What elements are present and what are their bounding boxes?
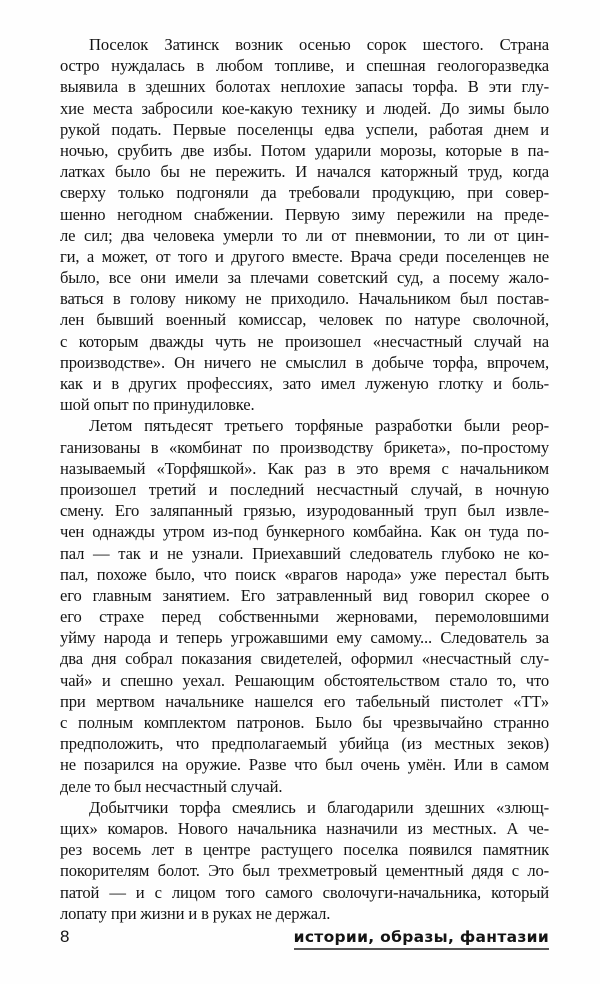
paragraph-1 bbox=[60, 34, 549, 415]
text-line: его страхе перед собственными жерновами, перемоловшими bbox=[60, 607, 549, 627]
text-line: ганизованы в «комбинат по производству брикета», по-простому bbox=[60, 437, 549, 457]
text-line: было, все они имели за плечами советский суд, а посему жало- bbox=[60, 268, 549, 288]
text-line: хие места забросили кое-какую технику и людей. До зимы было bbox=[60, 98, 549, 118]
text-line: рез восемь лет в центре растущего поселка появился памятник bbox=[60, 840, 549, 860]
text-line: деле то был несчастный случай. bbox=[60, 776, 283, 796]
text-line: чен однажды утром из-под бункерного комбайна. Как он туда по- bbox=[60, 522, 549, 542]
page-footer bbox=[60, 926, 549, 952]
paragraph-3 bbox=[60, 797, 549, 924]
text-line: пал — так и не узнали. Приехавший следователь глубоко не ко- bbox=[60, 543, 549, 563]
text-line: остро нуждалась в любом топливе, и спешная геологоразведка bbox=[60, 56, 549, 76]
text-line: два дня собрал показания свидетелей, оформил «несчастный слу- bbox=[60, 649, 549, 669]
text-line: ночью, срубить две избы. Потом ударили морозы, которые в па- bbox=[60, 140, 549, 160]
text-line: называемый «Торфяшкой». Как раз в это время с начальником bbox=[60, 458, 549, 478]
text-line: с полным комплектом патронов. Было бы чрезвычайно странно bbox=[60, 713, 549, 732]
text-line: его главным занятием. Его затравленный вид говорил скорее о bbox=[60, 585, 549, 605]
text-line: как и в других профессиях, зато имел луженую глотку и боль- bbox=[60, 374, 549, 393]
text-column bbox=[60, 34, 549, 924]
text-line: производстве». Он ничего не смыслил в добыче торфа, впрочем, bbox=[60, 352, 549, 372]
text-line: лен бывший военный комиссар, человек по натуре сволочной, bbox=[60, 310, 549, 330]
text-line: лопату при жизни и в руках не держал. bbox=[60, 903, 331, 923]
text-line: с которым дважды чуть не произошел «несчастный случай на bbox=[60, 331, 549, 351]
text-line: щих» комаров. Нового начальника назначили из местных. А че- bbox=[60, 818, 549, 838]
text-line: ваться в голову никому не приходило. Начальником был постав- bbox=[60, 289, 549, 309]
text-line: выявила в здешних болотах неплохие запасы торфа. В эти глу- bbox=[60, 77, 549, 97]
text-line: Поселок Затинск возник осенью сорок шестого. Страна bbox=[89, 35, 549, 54]
running-title: истории, образы, фантазии bbox=[294, 926, 549, 950]
text-line: не позарился на оружие. Разве что был очень умён. Или в самом bbox=[60, 755, 549, 775]
text-line: предположить, что предполагаемый убийца (из местных зеков) bbox=[60, 734, 549, 754]
text-line: при мертвом начальнике нашелся его табельный пистолет «ТТ» bbox=[60, 691, 549, 711]
text-line: чай» и спешно уехал. Решающим обстоятельством стало то, что bbox=[60, 670, 549, 690]
text-line: Летом пятьдесят третьего торфяные разработки были реор- bbox=[89, 416, 549, 436]
text-line: пал, похоже было, что поиск «врагов народа» уже перестал быть bbox=[60, 564, 549, 584]
text-line: шой опыт по принудиловке. bbox=[60, 395, 255, 415]
text-line: Добытчики торфа смеялись и благодарили здешних «злющ- bbox=[89, 797, 549, 817]
text-line: шенно негодном снабжении. Первую зиму пережили на преде- bbox=[60, 204, 549, 224]
text-line: ле сил; два человека умерли то ли от пневмонии, то ли от цин- bbox=[60, 225, 549, 245]
text-line: произошел третий и последний несчастный случай, в ночную bbox=[60, 479, 549, 499]
text-line: уйму народа и теперь угрожавшими ему самому... Следователь за bbox=[60, 628, 549, 648]
text-line: ги, а может, от того и другого вместе. Врача среди поселенцев не bbox=[60, 246, 549, 266]
paragraph-2 bbox=[60, 415, 549, 796]
text-line: рукой подать. Первые поселенцы едва успели, работая днем и bbox=[60, 119, 549, 139]
text-line: смену. Его заляпанный грязью, изуродованный труп был извле- bbox=[60, 501, 549, 521]
text-line: латках было бы не пережить. И начался каторжный труд, когда bbox=[60, 162, 549, 182]
text-line: сверху только подгоняли да требовали продукцию, при совер- bbox=[60, 183, 549, 203]
text-line: патой — и с лицом того самого сволочуги-начальника, который bbox=[60, 882, 549, 902]
text-line: покорителям болот. Это был трехметровый цементный дядя с ло- bbox=[60, 861, 549, 881]
page-number: 8 bbox=[60, 927, 70, 946]
